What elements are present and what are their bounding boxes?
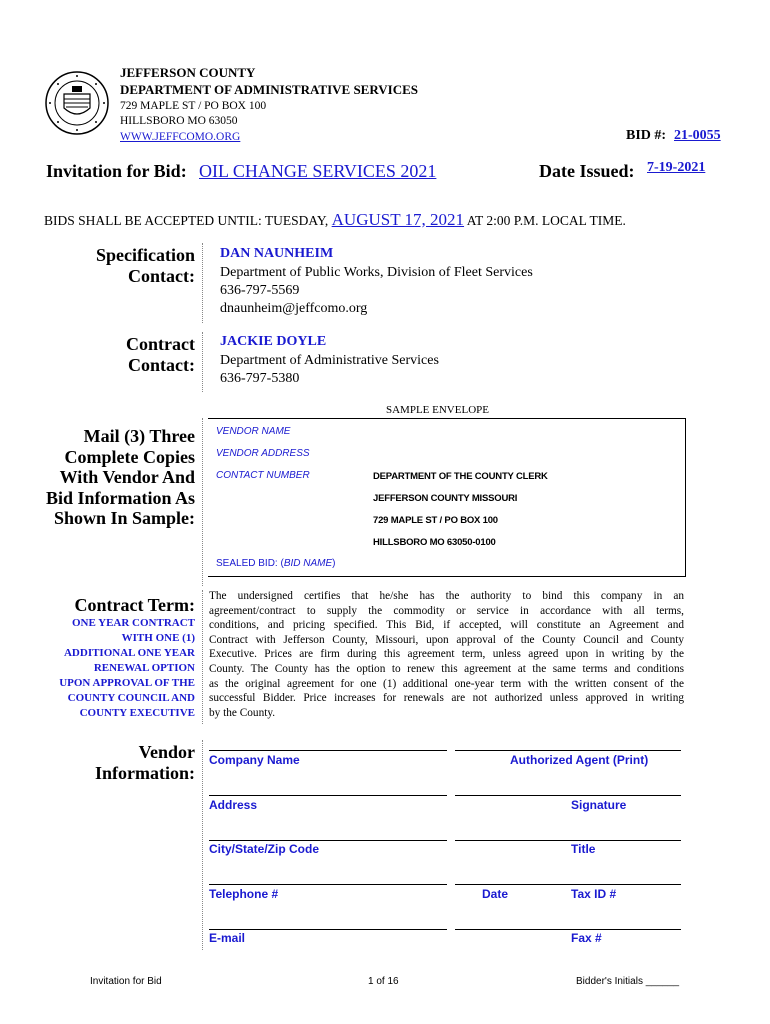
authorized-agent-label: Authorized Agent (Print) — [510, 753, 649, 767]
mail-instructions: Mail (3) Three Complete Copies With Vendor And Bid Information As Shown In Sample: — [45, 426, 195, 528]
invitation-label: Invitation for Bid: — [46, 161, 187, 181]
department-name: DEPARTMENT OF ADMINISTRATIVE SERVICES — [120, 82, 419, 97]
spec-contact-department: Department of Public Works, Division of Fleet Services — [220, 265, 533, 280]
deadline-suffix: AT 2:00 P.M. LOCAL TIME. — [466, 213, 626, 228]
divider-line — [202, 590, 203, 724]
authorized-agent-line[interactable] — [455, 750, 681, 751]
envelope-vendor-address: VENDOR ADDRESS — [216, 448, 310, 459]
spec-contact-label: Specification Contact: — [96, 245, 195, 286]
contract-contact-name: JACKIE DOYLE — [220, 334, 327, 349]
date-tax-id-line[interactable] — [455, 884, 681, 885]
envelope-address-line: 729 MAPLE ST / PO BOX 100 — [373, 515, 498, 526]
contract-contact-phone: 636-797-5380 — [220, 371, 300, 386]
envelope-address-line: HILLSBORO MO 63050-0100 — [373, 537, 496, 548]
city-state-zip-label: City/State/Zip Code — [209, 842, 320, 856]
envelope-caption: SAMPLE ENVELOPE — [386, 404, 489, 416]
envelope-address-line: DEPARTMENT OF THE COUNTY CLERK — [373, 471, 548, 482]
title-label: Title — [571, 842, 596, 856]
title-line[interactable] — [455, 840, 681, 841]
spec-contact-name: DAN NAUNHEIM — [220, 246, 334, 261]
contract-term-label: Contract Term: — [74, 595, 195, 615]
envelope-vendor-name: VENDOR NAME — [216, 426, 291, 437]
contract-contact-label: Contract Contact: — [126, 334, 195, 375]
spec-contact-email[interactable]: dnaunheim@jeffcomo.org — [220, 301, 368, 316]
county-seal-logo — [44, 70, 110, 136]
telephone-line[interactable] — [209, 884, 447, 885]
footer-document-name: Invitation for Bid — [90, 976, 162, 987]
county-name: JEFFERSON COUNTY — [120, 65, 256, 80]
date-issued-label: Date Issued: — [539, 161, 635, 181]
company-name-label: Company Name — [209, 753, 300, 767]
sample-envelope — [208, 418, 686, 577]
signature-label: Signature — [571, 798, 627, 812]
tax-id-label: Tax ID # — [571, 887, 617, 901]
footer-bidder-initials: Bidder's Initials ______ — [576, 976, 680, 987]
email-label: E-mail — [209, 931, 246, 945]
envelope-address-line: JEFFERSON COUNTY MISSOURI — [373, 493, 518, 504]
contract-contact-department: Department of Administrative Services — [220, 353, 439, 368]
bid-number-label: BID #: — [626, 128, 667, 143]
date-issued: 7-19-2021 — [647, 160, 706, 175]
bid-number: 21-0055 — [674, 128, 721, 143]
bid-title: OIL CHANGE SERVICES 2021 — [199, 161, 437, 181]
vendor-info-label: Vendor Information: — [95, 742, 195, 783]
telephone-label: Telephone # — [209, 887, 279, 901]
fax-line[interactable] — [455, 929, 681, 930]
company-name-line[interactable] — [209, 750, 447, 751]
email-line[interactable] — [209, 929, 447, 930]
spec-contact-phone: 636-797-5569 — [220, 283, 300, 298]
bid-deadline — [44, 210, 626, 230]
date-label: Date — [482, 887, 509, 901]
city-state-zip-line[interactable] — [209, 840, 447, 841]
address-line[interactable] — [209, 795, 447, 796]
divider-line — [202, 418, 203, 586]
fax-label: Fax # — [571, 931, 602, 945]
deadline-prefix: BIDS SHALL BE ACCEPTED UNTIL: TUESDAY, — [44, 213, 329, 228]
certification-paragraph: The undersigned certifies that he/she has the authority to bind this company in an agreement/contract to supply the commodity or service in accordance with all terms, conditions, and pricing specified. This Bid, if accepted, will constitute an Agreement and Contract with Jefferson County, Missouri, upon approval of the County Council and County Executive. Prices are firm during this agreement term, unless agreed upon in writing by the County. The County has the option to renew this agreement at the same terms and conditions as the original agreement for one (1) additional one-year term with the written consent of the successful Bidder. Price increases for renewals are not authorized unless approved in writing by the County. — [209, 590, 684, 719]
deadline-date: AUGUST 17, 2021 — [331, 210, 465, 229]
address-label: Address — [209, 798, 258, 812]
header-address-2: HILLSBORO MO 63050 — [120, 115, 238, 127]
envelope-sealed-bid: SEALED BID: (BID NAME) — [216, 558, 336, 569]
divider-line — [202, 243, 203, 323]
footer-page-number: 1 of 16 — [368, 976, 399, 987]
signature-line[interactable] — [455, 795, 681, 796]
divider-line — [202, 332, 203, 392]
header-address-1: 729 MAPLE ST / PO BOX 100 — [120, 100, 267, 112]
envelope-contact-number: CONTACT NUMBER — [216, 470, 310, 481]
website-link[interactable]: WWW.JEFFCOMO.ORG — [120, 131, 241, 143]
divider-line — [202, 740, 203, 950]
contract-term-summary: ONE YEAR CONTRACT WITH ONE (1) ADDITIONAL ONE YEAR RENEWAL OPTION UPON APPROVAL OF THE COUNTY COUNCIL AND COUNTY EXECUTIVE — [59, 617, 195, 719]
